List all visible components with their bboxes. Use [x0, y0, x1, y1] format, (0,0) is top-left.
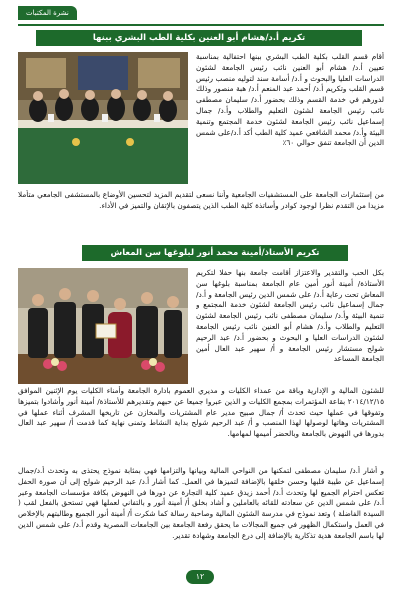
- section1-paragraph: أقام قسم القلب بكلية الطب البشري ببنها احتفالية بمناسبة تعيين أ.د/ هشام أبو العنين نائب رئيس الجامعة لشئون الدراسات العليا والبحوث و أ.د/ أسامة سند لتوليه منصب رئيس قسم القلب وتكريم أ.د/ أحمد عبد المنعم أ.د/ هبة منصور وذلك لدورهم في خدمة القسم وذلك بحضور أ.د/ سليمان مصطفى نائب رئيس الجامعة لشئون التعليم والطلاب وأ.د/ جمال إسماعيل نائب رئيس الجامعة لشئون خدمة المجتمع وتنمية البيئة وأ.د/ محمد الشافعي عميد كلية الطب أكد أ.د/على شمس الدين أن الجامعة تنفق حوالي ٦٠٪: [196, 52, 384, 148]
- running-header: [18, 6, 384, 26]
- section2-paragraph: بكل الحب والتقدير والاعتزاز أقامت جامعة بنها حفلا لتكريم الأستاذة/ أمينة أنور أمين عام الجامعة بمناسبة بلوغها سن المعاش تحت رعاية أ.د/ على شمس الدين رئيس الجامعة و أ.د/ جمال إسماعيل نائب رئيس الجامعة لشئون خدمة المجتمع و تنمية البيئة وأ.د/ سليمان مصطفى نائب رئيس الجامعة لشئون التعليم والطلاب وأ.د/ هشام أبو العنين نائب رئيس الجامعة لشئون الدراسات العليا و البحوث و بحضور أ.د/ عبد الرحيم شولح مستشار رئيس الجامعة و أ/ سهير عبد العال أمين الجامعة المساعد: [196, 268, 384, 364]
- section2-paragraph-final: و أشار أ.د/ سليمان مصطفى لتمكنها من النواحي المالية وبيانها والتزامها فهي بمثابة نموذج يحتذى به وتحدث أ.د/جمال إسماعيل عن طيبة قلبها وحسن خلقها بالإضافة لتميزها في العمل. كما أشار أ.د/ عبد الرحيم شولح إلى أن صورة الحفل تعكس احترام الجميع لها وتحدث أ.د/ أحمد زيدق عميد كلية التجارة عن دورها في النهوض بكافة مؤسسات الجامعة وعبر أ.د/ على شمس الدين عن سعادته للقائه بالعاملين و أشاد بخلق أ/ أمينة أنور و بالتفاني لعملها فهي تستحق بالفعل لقب ( السيدة الفاضلة ) وتعد نموذج في مدرسة الشئون المالية وصاحبة رسالة كما شكرت أ/ أمينة أنور الجميع وطالبتهم بالإخلاص في العمل واستكمال الظهور في جميع المجالات ما يحقق رفعة الجامعة بين الجامعات المصرية وقدم أ.د/ على شمس الدين لها باسم الجامعة هدية تذكارية بالإضافة إلى درع الجامعة وشهادة تقدير.: [18, 466, 384, 540]
- running-title: نشرة المكتبات: [18, 6, 77, 20]
- award-presentation-photo: [18, 268, 188, 384]
- section2-title: تكريم الأستاذ/أمينة محمد أنور لبلوغها سن المعاش: [82, 245, 348, 261]
- ceremony-panel-photo: [18, 52, 188, 184]
- section2-paragraph-continued: للشئون المالية و الإدارية وباقة من عمداء الكليات و مديري العموم بادارة الجامعة وأمناء الكليات يوم الإثنين الموافق ٢٠١٤/١٢/١٥ بقاعة المؤتمرات بمجمع الكليات و الذين عبروا جميعا عن حبهم وتقديرهم للأستاذة/ أمينة أنور وأشادوا بتميزها وتفوقها في عملها حيث تحدث أ/ جمال صبيح مدير عام المشتريات والمخازن عن تاريخها المشرف أثناء عملها في المشتريات وهاتها لوصولها لهذا المنصب و أ/ عبد الرحيم شولح بداية النشاط وتمنى نهاية كما قدمت أ/ سهير عبد العال بدورها في النهوض بالجامعة وبالحضر أميمها لمهامها.: [18, 386, 384, 439]
- award-presentation-photo-icon: [18, 268, 188, 384]
- section1-continuation: من إستثمارات الجامعة على المستشفيات الجامعية وأننا نسعى لتقديم المزيد لتحسين الأوضاع بالمستشفى الجامعي متأملا مزيدا من التقدم نظرا لوجود كوادر وأساتذة كلية الطب الذين يتصفون بالإتقان والتميز في الأداء.: [18, 190, 384, 210]
- section1-title: تكريم أ.د/هشام أبو العنين بكلية الطب البشري ببنها: [36, 30, 362, 46]
- ceremony-panel-photo-icon: [18, 52, 188, 184]
- page-number: ١٢: [186, 570, 214, 584]
